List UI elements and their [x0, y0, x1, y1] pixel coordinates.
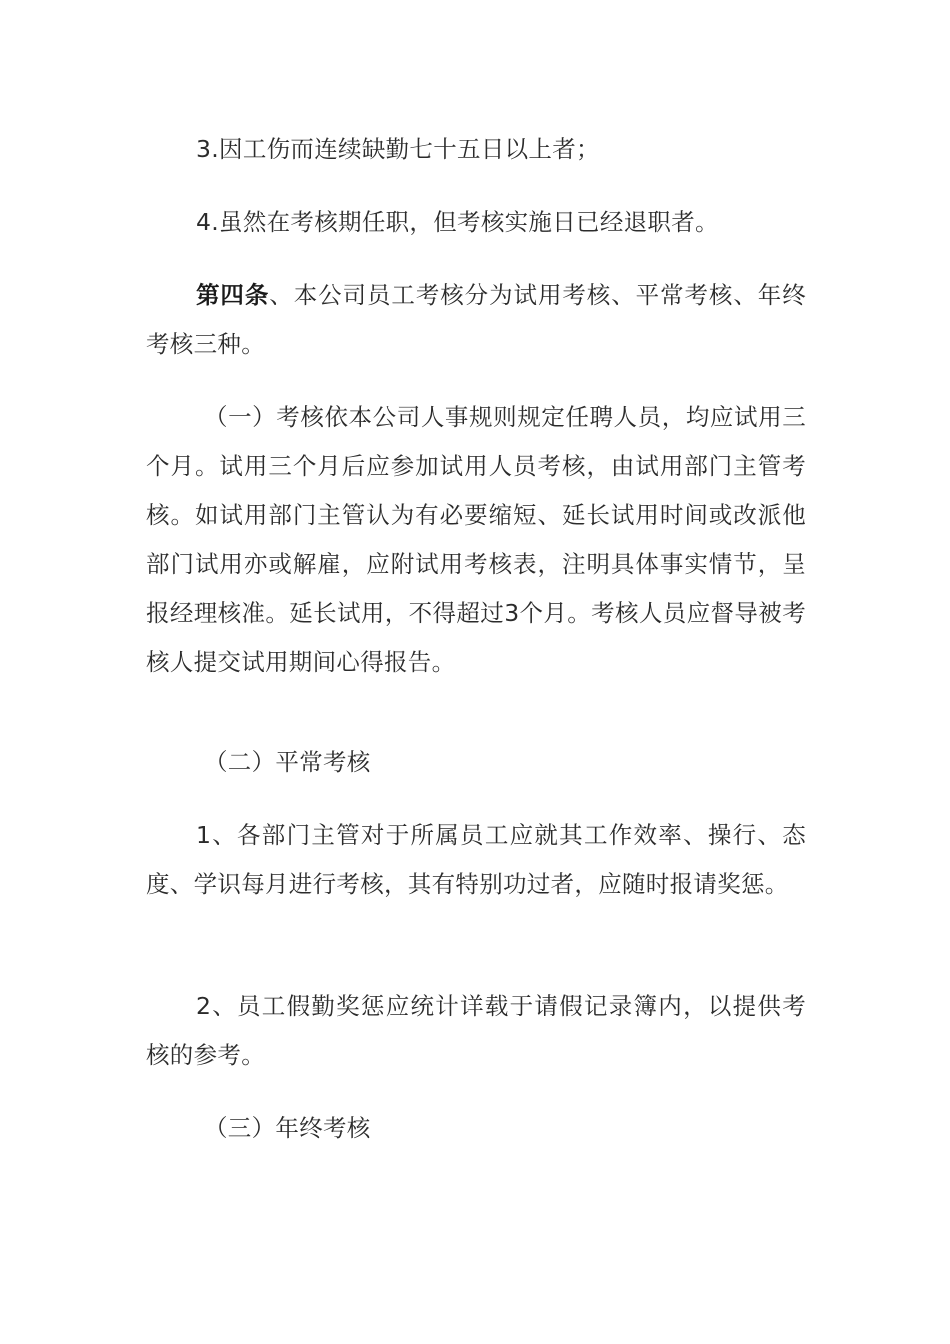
paragraph-text: 4.虽然在考核期任职，但考核实施日已经退职者。 — [196, 208, 719, 236]
article-four-paragraph — [146, 271, 806, 369]
section-heading: （三）年终考核 — [204, 1114, 371, 1142]
section-heading: （二）平常考核 — [204, 748, 371, 776]
paragraph-item-3 — [146, 125, 806, 174]
probation-review-paragraph — [146, 393, 806, 687]
paragraph-text: 3.因工伤而连续缺勤七十五日以上者； — [196, 135, 600, 163]
paragraph-text: 2、员工假勤奖惩应统计详载于请假记录簿内，以提供考核的参考。 — [146, 992, 806, 1069]
regular-review-item-2 — [146, 982, 806, 1080]
regular-review-item-1 — [146, 811, 806, 909]
paragraph-text: （一）考核依本公司人事规则规定任聘人员，均应试用三个月。试用三个月后应参加试用人员考核，由试用部门主管考核。如试用部门主管认为有必要缩短、延长试用时间或改派他部门试用亦或解雇，应附试用考核表，注明具体事实情节，呈报经理核准。延长试用，不得超过3个月。考核人员应督导被考核人提交试用期间心得报告。 — [146, 403, 806, 676]
paragraph-text: 1、各部门主管对于所属员工应就其工作效率、操行、态度、学识每月进行考核，其有特别功过者，应随时报请奖惩。 — [146, 821, 806, 898]
article-label: 第四条 — [196, 281, 270, 309]
paragraph-text: 、本公司员工考核分为试用考核、平常考核、年终考核三种。 — [146, 281, 806, 358]
regular-review-heading — [146, 738, 806, 787]
paragraph-item-4 — [146, 198, 806, 247]
annual-review-heading — [146, 1104, 806, 1153]
